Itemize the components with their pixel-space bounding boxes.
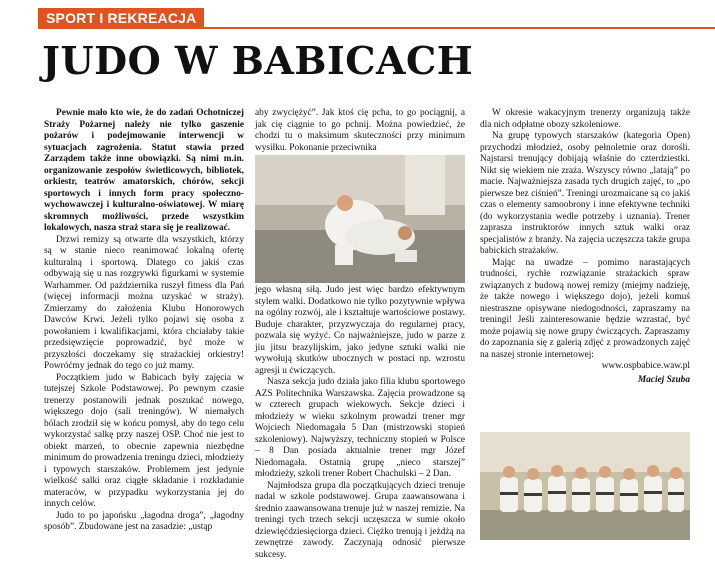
body-paragraph: Na grupę typowych starszaków (kategoria Open) przychodzi młodzież, osoby pełnoletnie oraz dorośli. Najstarsi trenujący dobijają właśnie do czterdziestki. Nikt się wiekiem nie zraża. Wszyscy równo „latają” po macie. Najważniejsza zasada tych drugich zajęć, to „po pierwsze bez ciśnień”. Treningi urozmaicane są co jakiś czas o elementy samoobrony i inne efektywne techniki (do wykorzystania wedle potrzeby i uznania). Trener zaprasza instruktorów innych sztuk walki oraz specjalistów z branży. Na zajęcia uczęszcza także grupa babickich strażaków.	[480, 131, 690, 258]
section-divider	[38, 27, 715, 29]
section-header	[0, 0, 715, 28]
website-url: www.ospbabice.waw.pl	[480, 361, 690, 373]
article-column-2-top	[255, 108, 465, 154]
article-column-3	[480, 108, 690, 386]
body-paragraph: Nasza sekcja judo działa jako filia klubu sportowego AZS Politechnika Warszawska. Zajęcia prowadzone są w czterech grupach wiekowych. Sekcje dzieci i młodzieży w wieku szkolnym prowadzi trener mgr Wojciech Niedomagała 5 Dan (mistrzowski stopień szkoleniowy). Najwyższy, techniczny stopień w Polsce – 8 Dan posiada aktualnie trener mgr Józef Niedomagała. Ostatnią grupę „nieco starszej” młodzieży, szkoli trener Robert Chachulski – 2 Dan.	[255, 377, 465, 481]
body-paragraph: Początkiem judo w Babicach były zajęcia w tutejszej Szkole Podstawowej. Po pewnym czasie trenerzy postanowili jednak poszukać nowego, większego dojo (sali treningów). W niemałych bólach zrodził się w końcu pomysł, aby do tego celu wykorzystać salkę przy naszej OSP. Choć nie jest to obiekt marzeń, to obecnie zapewnia niezbędne minimum do prowadzenia treningu dzieci, młodzieży i typowych starszaków. Problemem jest jedynie wielkość salki oraz ciągłe składanie i rozkładanie materaców, w przypadku wykorzystania jej do innych celów.	[44, 373, 244, 511]
body-paragraph: jego własną siłą. Judo jest więc bardzo efektywnym stylem walki. Dodatkowo nie tylko pozytywnie wpływa na ogólny rozwój, ale i kształtuje wartościowe postawy. Buduje charakter, przyzwyczaja do regularnej pracy, pozwala się wyżyć. Co najważniejsze, judo w parze z jiu jitsu brazylijskim, jako jedyne sztuki walki nie wywołują skutków ubocznych w postaci np. wzrostu agresji u ćwiczących.	[255, 285, 465, 377]
body-paragraph: Judo to po japońsku „łagodna droga”, „łagodny sposób”. Zbudowane jest na zasadzie: „ustąp	[44, 511, 244, 534]
body-paragraph: aby zwyciężyć”. Jak ktoś cię pcha, to go pociągnij, a jak cię ciągnie to go pchnij. Można powiedzieć, że chodzi tu o maksimum skuteczności przy minimum wysiłku. Pokonanie przeciwnika	[255, 108, 465, 154]
body-paragraph: Drzwi remizy są otwarte dla wszystkich, którzy są w stanie nieco reanimować lokalną ofertę kulturalną i sportową. Dlatego co jakiś czas odbywają się u nas rozgrywki figurkami w systemie Warhammer. Od października ruszył fitness dla Pań (więcej informacji można uzyskać w straży). Zmierzamy do założenia Klubu Honorowych Dawców Krwi. Jeżeli tylko pojawi się osoba z powołaniem i kwalifikacjami, która chciałaby takie przedsięwzięcie poprowadzić, być może w przyszłości doczekamy się strażackiej orkiestry! Powróćmy jednak do tego co już mamy.	[44, 235, 244, 373]
article-column-1	[44, 108, 244, 534]
body-paragraph: W okresie wakacyjnym trenerzy organizują także dla nich odpłatne obozy szkoleniowe.	[480, 108, 690, 131]
group-image	[480, 432, 690, 540]
author-signature: Maciej Szuba	[480, 375, 690, 387]
body-paragraph: Najmłodsza grupa dla początkujących dzieci trenuje nadal w szkole podstawowej. Grupa zaawansowana i średnio zaawansowana trenuje już w naszej remizie. Na treningi tych trzech sekcji uczęszcza w sumie około dziewięćdziesięciorga dzieci. Ciężko trenują i jeżdżą na zewnętrze zawody. Zaczynają odnosić pierwsze sukcesy.	[255, 481, 465, 561]
body-paragraph: Mając na uwadze – pomimo narastających trudności, rychłe rozwiązanie strażackich spraw związanych z budową nowej remizy (miejmy nadzieję, że także nowego i większego dojo), jeżeli komuś niestraszne opisywane niedogodności, zapraszamy na treningi! Jeśli zainteresowanie będzie wzrastać, być może pojawią się nowe grupy ćwiczących. Zapraszamy do zapoznania się z galerią zdjęć z prowadzonych zajęć na naszej stronie internetowej:	[480, 258, 690, 362]
article-headline: JUDO W BABICACH	[42, 38, 702, 84]
judo-group-photo	[480, 432, 690, 540]
judo-sparring-photo	[255, 155, 465, 283]
section-label: SPORT I REKREACJA	[38, 8, 204, 28]
lead-paragraph: Pewnie mało kto wie, że do zadań Ochotniczej Straży Pożarnej należy nie tylko gaszenie pożarów i podejmowanie interwencji w sytuacjach zagrożenia. Statut stawia przed Zarządem także inne obowiązki. Są nimi m.in. organizowanie zespołów świetlicowych, bibliotek, orkiestr, teatrów amatorskich, chórów, sekcji sportowych i innych form pracy społeczno-wychowawczej i kulturalno-oświatowej. W miarę skromnych możliwości, przede wszystkim lokalowych, nasza straż stara się je realizować.	[44, 108, 244, 235]
article-column-2	[255, 285, 465, 561]
sparring-image	[255, 155, 465, 283]
